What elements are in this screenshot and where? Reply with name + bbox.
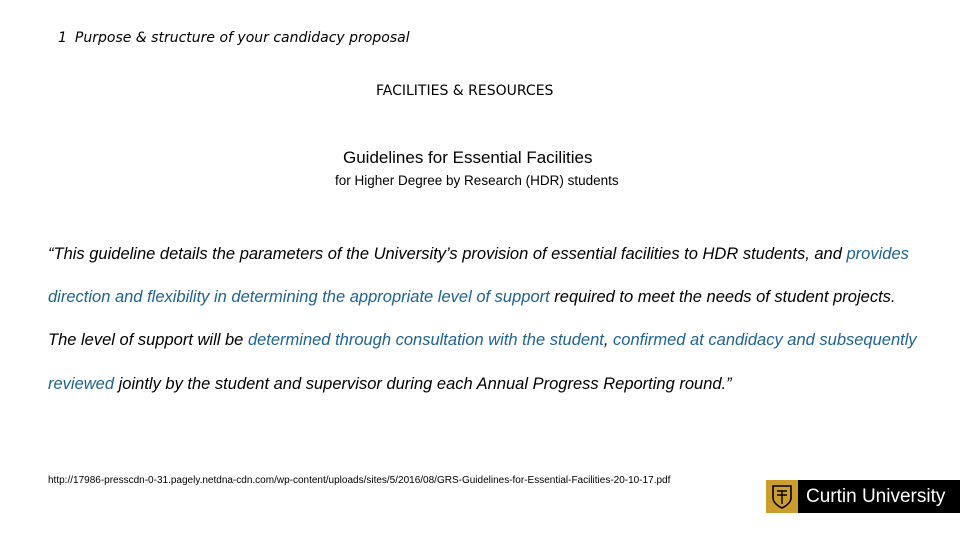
quote-text: , [603, 331, 614, 350]
quote-text: required to meet the needs of student projects. The level of support will be [48, 288, 896, 350]
logo-text: Curtin University [806, 485, 946, 507]
section-number: 1 [58, 30, 67, 46]
quote-text: “This guideline details the parameters of the University’s provision of essential facilities to HDR students, and [48, 245, 847, 263]
quote-highlight: determined through consultation with the student [247, 331, 604, 350]
crest-icon [766, 480, 798, 513]
guideline-quote [48, 233, 928, 406]
quote-highlight: provides direction and flexibility in determining the appropriate level of support [48, 245, 909, 307]
quote-highlight: confirmed at candidacy and subsequently reviewed [48, 331, 917, 393]
document-subtitle: for Higher Degree by Research (HDR) students [335, 173, 619, 188]
document-title: Guidelines for Essential Facilities [343, 148, 593, 167]
section-title: Purpose & structure of your candidacy proposal [74, 30, 410, 46]
quote-text: jointly by the student and supervisor during each Annual Progress Reporting round.” [114, 374, 732, 393]
slide-title: FACILITIES & RESOURCES [376, 83, 554, 99]
curtin-logo [766, 480, 960, 513]
section-heading [58, 30, 410, 46]
source-link[interactable]: http://17986-presscdn-0-31.pagely.netdna-cdn.com/wp-content/uploads/sites/5/2016/08/GRS-Guidelines-for-Essential-Facilities-20-10-17.pdf [48, 475, 671, 486]
